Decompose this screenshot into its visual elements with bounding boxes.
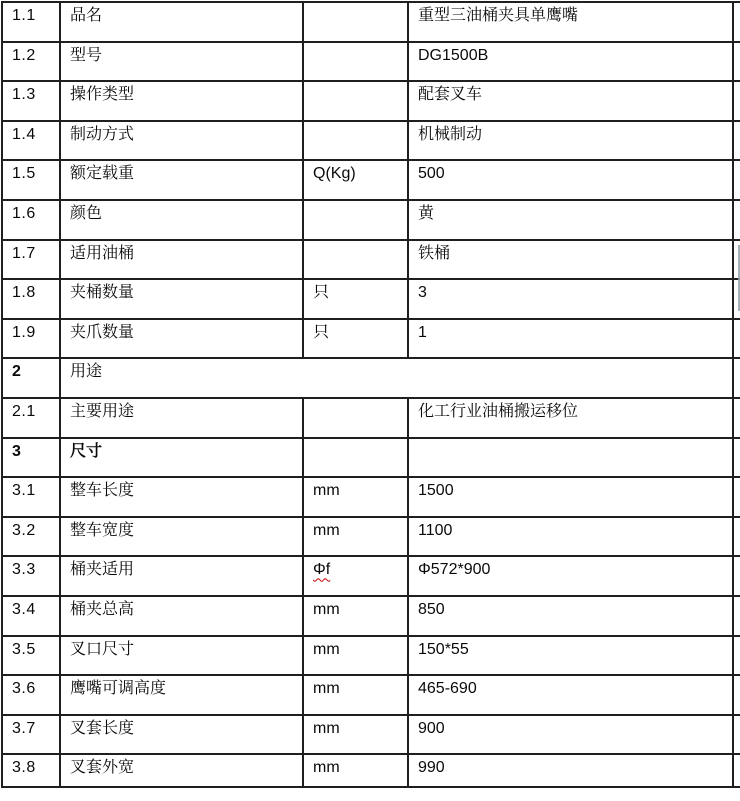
row-value-cell: DG1500B [408,42,733,82]
row-index-cell: 3.1 [2,477,60,517]
row-name-cell: 叉口尺寸 [60,636,303,676]
clipped-edge-cell [733,160,740,200]
row-value-cell: 3 [408,279,733,319]
row-index-cell: 2.1 [2,398,60,438]
row-name-cell: 整车长度 [60,477,303,517]
clipped-edge-cell [733,81,740,121]
row-name-cell: 型号 [60,42,303,82]
row-index-cell: 3.6 [2,675,60,715]
row-name-cell: 鹰嘴可调高度 [60,675,303,715]
clipped-edge-cell [733,358,740,398]
row-unit-cell [303,517,408,557]
row-unit-cell [303,556,408,596]
table-row [2,398,740,438]
row-value-cell [408,438,733,478]
row-name-cell: 尺寸 [60,438,303,478]
unit-text: mm [313,521,340,539]
table-row [2,81,740,121]
row-index-cell: 1.5 [2,160,60,200]
clipped-edge-cell [733,42,740,82]
row-name-cell: 操作类型 [60,81,303,121]
table-row [2,636,740,676]
table-row [2,200,740,240]
row-index-cell: 3.7 [2,715,60,755]
row-name-cell: 制动方式 [60,121,303,161]
row-name-cell: 桶夹总高 [60,596,303,636]
row-index-cell: 1.2 [2,42,60,82]
table-row [2,42,740,82]
unit-text: 只 [313,323,330,341]
unit-text: mm [313,680,340,698]
spec-table [1,1,740,788]
table-row [2,279,740,319]
table-row [2,556,740,596]
row-index-cell: 3.2 [2,517,60,557]
row-index-cell: 1.8 [2,279,60,319]
unit-text: Φf [313,561,331,579]
unit-text: mm [313,640,340,658]
clipped-edge-cell [733,398,740,438]
row-name-cell: 主要用途 [60,398,303,438]
clipped-edge-cell [733,715,740,755]
row-index-cell: 3.4 [2,596,60,636]
row-value-cell: Φ572*900 [408,556,733,596]
unit-text: Q(Kg) [313,165,356,183]
row-value-cell: 1100 [408,517,733,557]
clipped-edge-cell [733,754,740,787]
table-row [2,477,740,517]
row-name-cell: 额定载重 [60,160,303,200]
row-value-cell: 重型三油桶夹具单鹰嘴 [408,2,733,42]
row-name-cell: 颜色 [60,200,303,240]
table-row [2,2,740,42]
row-name-cell: 桶夹适用 [60,556,303,596]
row-unit-cell [303,477,408,517]
row-index-cell: 1.3 [2,81,60,121]
row-value-cell: 黄 [408,200,733,240]
clipped-edge-cell [733,675,740,715]
clipped-edge-cell [733,517,740,557]
clipped-edge-cell [733,200,740,240]
row-unit-cell [303,715,408,755]
row-unit-cell [303,438,408,478]
table-row [2,438,740,478]
clipped-edge-cell [733,121,740,161]
table-row [2,358,740,398]
clipped-edge-cell [733,477,740,517]
clipped-edge-cell [733,636,740,676]
row-name-cell: 夹桶数量 [60,279,303,319]
row-index-cell: 1.4 [2,121,60,161]
unit-text: 只 [313,284,330,302]
row-index-cell: 2 [2,358,60,398]
row-value-cell: 465-690 [408,675,733,715]
row-index-cell: 3.5 [2,636,60,676]
row-unit-cell [303,319,408,359]
row-value-cell: 铁桶 [408,240,733,280]
row-value-cell: 机械制动 [408,121,733,161]
row-value-cell: 990 [408,754,733,787]
clipped-edge-cell [733,438,740,478]
table-row [2,517,740,557]
row-value-cell: 900 [408,715,733,755]
row-unit-cell [303,121,408,161]
row-index-cell: 1.1 [2,2,60,42]
unit-text: mm [313,600,340,618]
row-unit-cell [303,200,408,240]
row-index-cell: 1.6 [2,200,60,240]
row-unit-cell [303,81,408,121]
clipped-edge-cell [733,556,740,596]
row-unit-cell [303,42,408,82]
row-index-cell: 1.9 [2,319,60,359]
row-unit-cell [303,2,408,42]
unit-text: mm [313,482,340,500]
table-row [2,675,740,715]
row-value-cell: 500 [408,160,733,200]
row-index-cell: 3.8 [2,754,60,787]
unit-text: mm [313,759,340,777]
table-row [2,160,740,200]
row-name-cell: 品名 [60,2,303,42]
table-row [2,596,740,636]
unit-text: mm [313,719,340,737]
row-unit-cell [303,596,408,636]
row-unit-cell [303,240,408,280]
table-row [2,754,740,787]
clipped-edge-cell [733,2,740,42]
table-row [2,715,740,755]
row-value-cell: 1 [408,319,733,359]
table-row [2,319,740,359]
row-value-cell: 150*55 [408,636,733,676]
row-value-cell: 850 [408,596,733,636]
row-index-cell: 1.7 [2,240,60,280]
row-unit-cell [303,636,408,676]
row-name-cell: 叉套长度 [60,715,303,755]
row-value-cell: 配套叉车 [408,81,733,121]
clipped-edge-cell [733,319,740,359]
row-name-cell: 整车宽度 [60,517,303,557]
row-value-cell: 1500 [408,477,733,517]
row-index-cell: 3 [2,438,60,478]
row-unit-cell [303,160,408,200]
row-name-cell: 叉套外宽 [60,754,303,787]
row-unit-cell [303,398,408,438]
row-index-cell: 3.3 [2,556,60,596]
row-name-cell: 夹爪数量 [60,319,303,359]
row-value-cell: 化工行业油桶搬运移位 [408,398,733,438]
table-row [2,240,740,280]
row-unit-cell [303,754,408,787]
row-unit-cell [303,279,408,319]
table-row [2,121,740,161]
clipped-edge-cell [733,596,740,636]
row-unit-cell [303,675,408,715]
row-name-cell: 适用油桶 [60,240,303,280]
row-name-cell: 用途 [60,358,733,398]
